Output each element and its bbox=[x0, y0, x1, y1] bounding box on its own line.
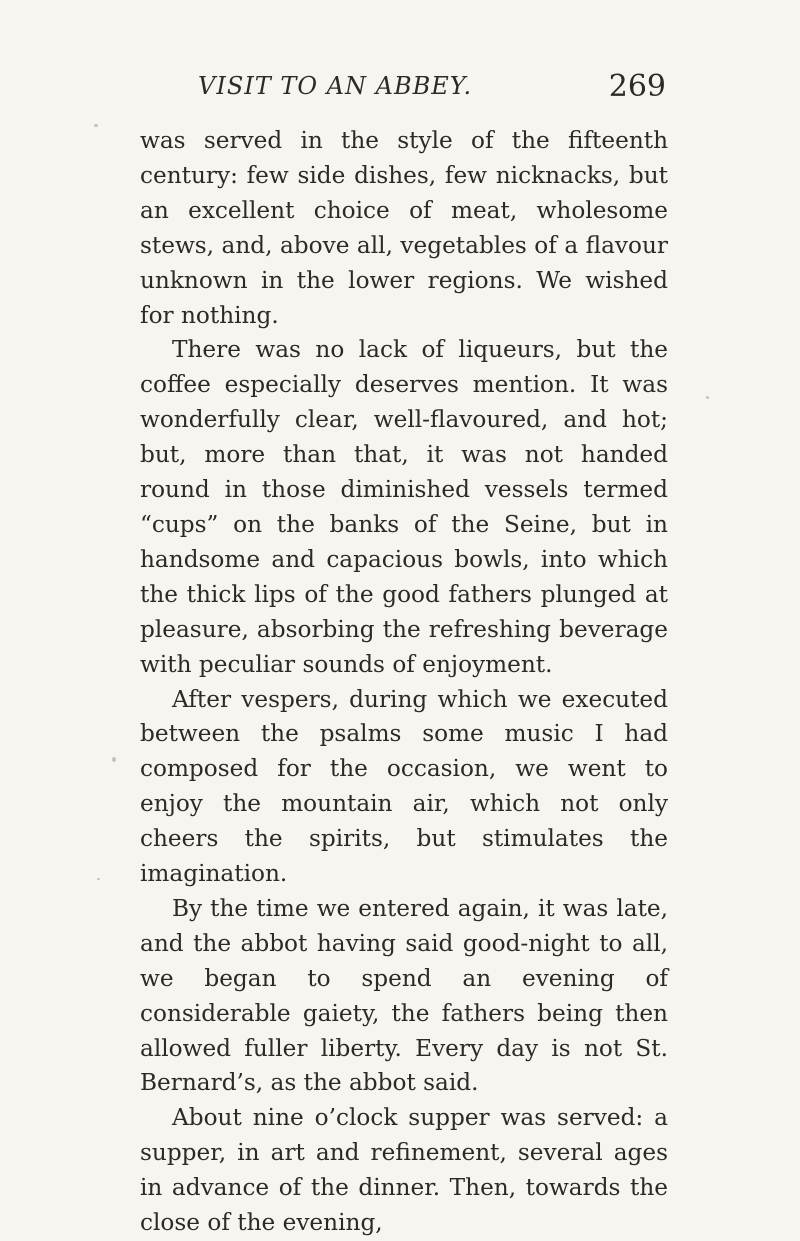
page-header bbox=[198, 69, 666, 108]
paper-speck bbox=[112, 757, 116, 762]
paper-speck bbox=[706, 396, 709, 399]
paragraph-5: About nine o’clock supper was served: a supper, in art and refinement, several ages in advance of the dinner. Then, towards the close of the evening, bbox=[140, 1104, 668, 1237]
paragraph-3: After vespers, during which we executed between the psalms some music I had composed for the occasion, we went to enjoy the mountain air, which not only cheers the spirits, but stimulates the imagination. bbox=[140, 685, 668, 888]
paper-speck bbox=[94, 124, 98, 127]
paper-speck bbox=[97, 878, 100, 880]
body-text bbox=[140, 124, 668, 1241]
paragraph-4: By the time we entered again, it was late, and the abbot having said good-night to all, we began to spend an evening of considerable gaiety, the fathers being then allowed fuller liberty. Every day is not St. Bernard’s, as the abbot said. bbox=[140, 894, 668, 1097]
page-number: 269 bbox=[608, 69, 666, 104]
running-head: VISIT TO AN ABBEY. bbox=[198, 72, 473, 100]
paragraph-2: There was no lack of liqueurs, but the coffee especially deserves mention. It was wonderfully clear, well-flavoured, and hot; but, more than that, it was not handed round in those diminished vessels termed “cups” on the banks of the Seine, but in handsome and capacious bowls, into which the thick lips of the good fathers plunged at pleasure, absorbing the refreshing beverage with peculiar sounds of enjoyment. bbox=[140, 336, 668, 678]
paragraph-1: was served in the style of the fifteenth century: few side dishes, few nicknacks, but an excellent choice of meat, wholesome stews, and, above all, vegetables of a flavour unknown in the lower regions. We wished for nothing. bbox=[140, 127, 668, 329]
